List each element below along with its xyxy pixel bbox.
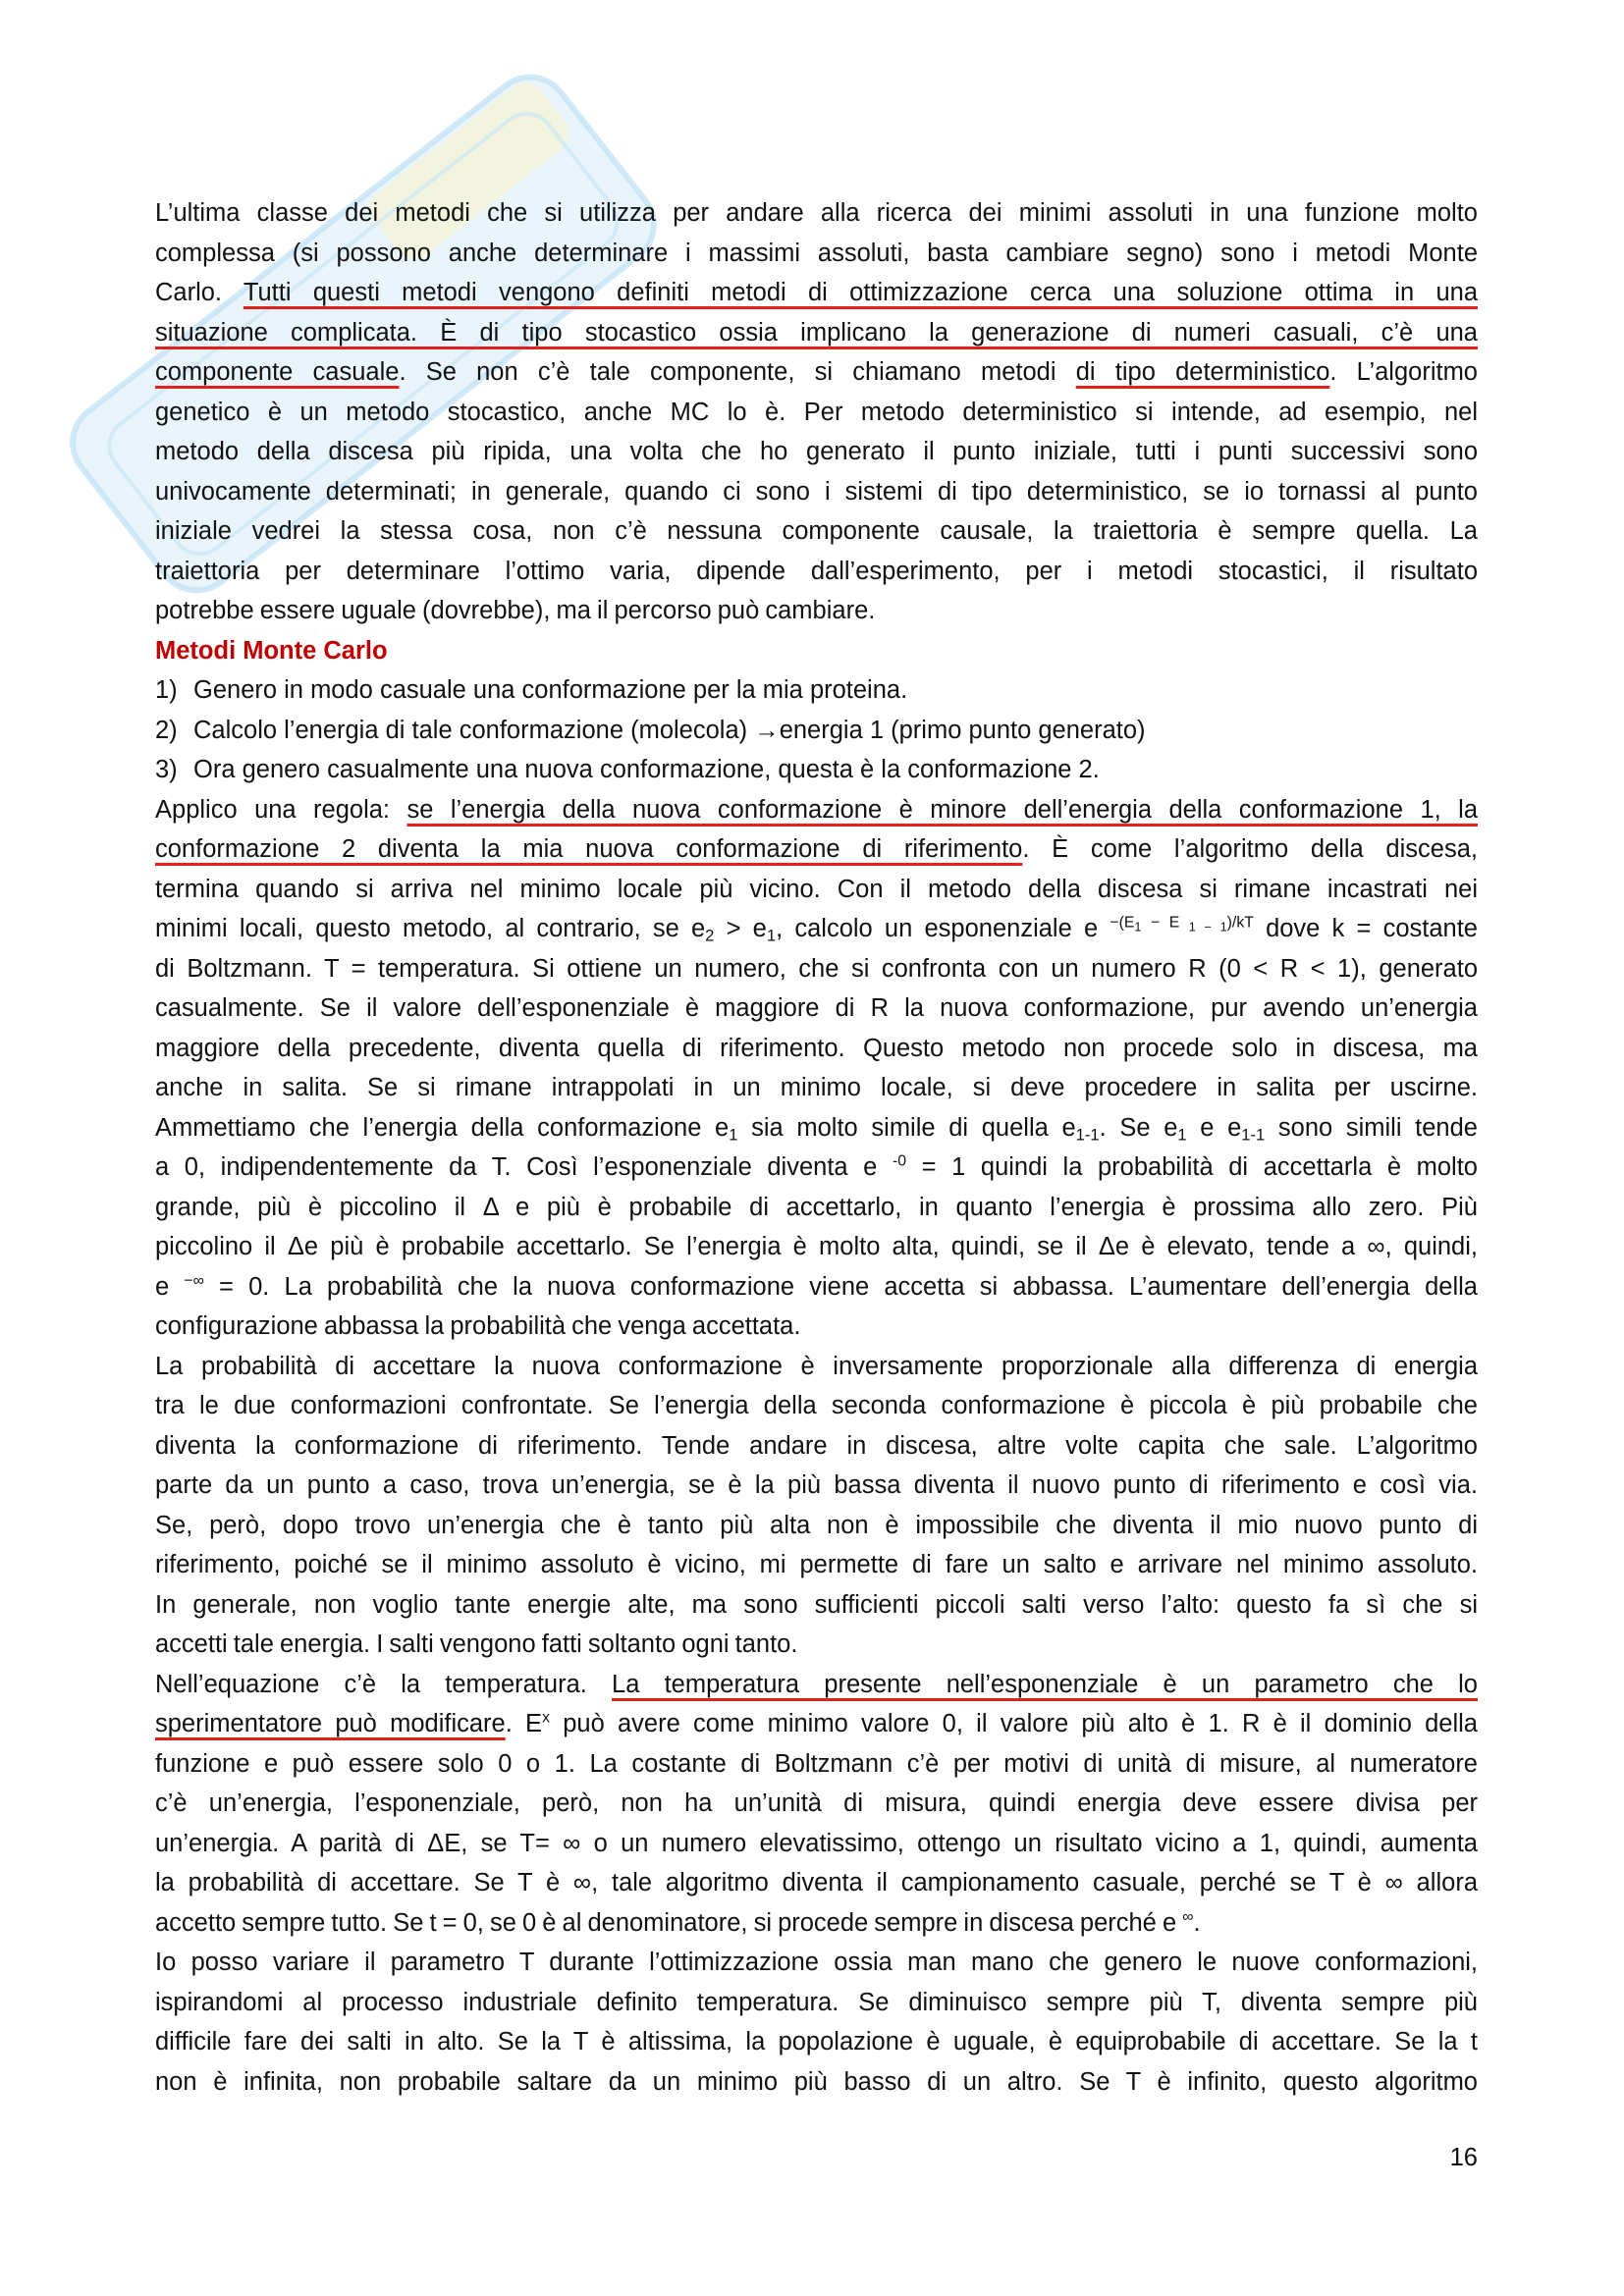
paragraph [155,193,1478,631]
text-line [155,1267,1478,1308]
text-line: diventa la conformazione di riferimento. Tende andare in discesa, altre volte capita che sale. L’algoritmo [155,1431,1478,1460]
text-line [155,1148,1478,1188]
paragraph [155,1347,1478,1665]
superscript-subscript: 1 − 1 [1188,919,1227,934]
text-line: parte da un punto a caso, trova un’energia, se è la più bassa diventa il nuovo punto di riferimento e così via. [155,1471,1478,1499]
superscript: −(E [1110,914,1135,932]
text-segment: Nell’equazione c’è la temperatura. [155,1670,613,1698]
step-text: Calcolo l’energia di tale conformazione (molecola) →energia 1 (primo punto generato) [193,716,1146,744]
text-line [155,790,1478,830]
underlined-text: La temperatura presente nell’esponenziale è un parametro che lo [612,1670,1478,1698]
step-item [155,750,1478,790]
text-line: anche in salita. Se si rimane intrappolati in un minimo locale, si deve procedere in salita per uscirne. [155,1074,1478,1101]
text-line: Io posso variare il parametro T durante l’ottimizzazione ossia man mano che genero le nuove conformazioni, [155,1949,1478,1976]
text-line: riferimento, poiché se il minimo assoluto è vicino, mi permette di fare un salto e arrivare nel minimo assoluto. [155,1551,1478,1578]
text-line [155,909,1478,949]
text-segment: Ammettiamo che l’energia della conformazione e [155,1113,730,1142]
text-line: termina quando si arriva nel minimo locale più vicino. Con il metodo della discesa si rimane incastrati nei [155,875,1478,903]
text-line: complessa (si possono anche determinare i massimi assoluti, basta cambiare segno) sono i metodi Monte [155,239,1478,267]
step-item [155,711,1478,751]
text-line: c’è un’energia, l’esponenziale, però, non ha un’unità di misura, quindi energia deve essere divisa per [155,1789,1478,1817]
text-line: genetico è un metodo stocastico, anche MC lo è. Per metodo deterministico si intende, ad esempio, nel [155,398,1478,426]
step-item [155,670,1478,711]
subscript: 2 [705,926,715,945]
text-line: tra le due conformazioni confrontate. Se l’energia della seconda conformazione è piccola è più probabile che [155,1392,1478,1419]
text-line: maggiore della precedente, diventa quella di riferimento. Questo metodo non procede solo in discesa, ma [155,1034,1478,1062]
underlined-text: situazione complicata. È di tipo stocastico ossia implicano la generazione di numeri casuali, c’è una [155,318,1478,347]
text-line: funzione e può essere solo 0 o 1. La costante di Boltzmann c’è per motivi di unità di misure, al numeratore [155,1749,1478,1778]
text-line: grande, più è piccolino il Δ e più è probabile di accettarlo, in quanto l’energia è prossima allo zero. Più [155,1193,1478,1221]
body-text [155,193,1478,2102]
paragraph [155,1943,1478,2102]
text-line: la probabilità di accettare. Se T è ∞, tale algoritmo diventa il campionamento casuale, perché se T è ∞ allora [155,1869,1478,1896]
text-line: casualmente. Se il valore dell’esponenziale è maggiore di R la nuova conformazione, pur avendo un’energia [155,994,1478,1022]
text-segment: Carlo. [155,279,244,306]
text-line: metodo della discesa più ripida, una volta che ho generato il punto iniziale, tutti i punti successivi sono [155,438,1478,465]
superscript: ∞ [1182,1908,1194,1926]
text-segment: . E [505,1710,543,1737]
step-number: 1) [155,676,178,704]
text-line: configurazione abbassa la probabilità che venga accettata. [155,1312,801,1340]
section-heading: Metodi Monte Carlo [155,636,388,665]
text-segment: = 1 quindi la probabilità di accettarla è molto [906,1153,1478,1181]
text-segment: Applico una regola: [155,795,407,824]
text-segment: . [1193,1908,1201,1937]
superscript: −∞ [184,1272,204,1290]
text-line: di Boltzmann. T = temperatura. Si ottiene un numero, che si confronta con un numero R (0 < R < 1), generato [155,954,1478,983]
text-line: Se, però, dopo trovo un’energia che è tanto più alta non è impossibile che diventa il mio nuovo punto di [155,1511,1478,1539]
subscript: 1 [729,1125,738,1145]
subscript: 1-1 [1241,1125,1266,1145]
text-line: In generale, non voglio tante energie alte, ma sono sufficienti piccoli salti verso l’alto: questo fa sì che si [155,1590,1478,1619]
text-segment: e [155,1272,185,1301]
text-line: potrebbe essere uguale (dovrebbe), ma il percorso può cambiare. [155,597,876,624]
text-line [155,1903,1478,1944]
text-line: ispirandomi al processo industriale definito temperatura. Se diminuisco sempre più T, diventa sempre più [155,1988,1478,2016]
paragraphs [155,790,1478,2103]
underlined-text: se l’energia della nuova conformazione è minore dell’energia della conformazione 1, la [406,795,1479,824]
subscript: 1-1 [1075,1125,1100,1145]
underlined-text: componente casuale [155,358,400,386]
text-line: iniziale vedrei la stessa cosa, non c’è nessuna componente causale, la traiettoria è sempre quella. La [155,517,1478,545]
text-segment: , calcolo un esponenziale e [776,915,1110,942]
text-segment: . L’algoritmo [1329,358,1478,386]
paragraph [155,1665,1478,1944]
subscript: 1 [1177,1125,1187,1145]
underlined-text: sperimentatore può modificare [155,1710,506,1737]
paragraph [155,790,1478,1347]
text-line [155,1665,1478,1705]
text-line: La probabilità di accettare la nuova conformazione è inversamente proporzionale alla differenza di energia [155,1352,1478,1380]
step-text: Genero in modo casuale una conformazione per la mia proteina. [193,676,908,704]
superscript: )/kT [1226,914,1254,932]
text-line [155,1108,1478,1148]
text-segment: può avere come minimo valore 0, il valore più alto è 1. R è il dominio della [549,1710,1478,1737]
underlined-text: conformazione 2 diventa la mia nuova conformazione di riferimento [155,835,1023,863]
text-segment: e e [1186,1113,1242,1142]
text-line [155,273,1478,313]
text-line: piccolino il Δe più è probabile accettarlo. Se l’energia è molto alta, quindi, se il Δe è elevato, tende a ∞, quindi, [155,1233,1478,1260]
text-line: difficile fare dei salti in alto. Se la T è altissima, la popolazione è uguale, è equiprobabile di accettare. Se la t [155,2028,1478,2056]
text-line [155,829,1478,870]
text-segment: = 0. La probabilità che la nuova conformazione viene accetta si abbassa. L’aumentare dell’energia della [203,1272,1478,1301]
text-segment: . È come l’algoritmo della discesa, [1022,835,1478,863]
text-segment: sia molto simile di quella e [737,1113,1076,1142]
text-segment: . Se non c’è tale componente, si chiamano metodi [399,358,1076,386]
underlined-text: di tipo deterministico [1075,358,1330,386]
steps-list [155,670,1478,790]
text-line: L’ultima classe dei metodi che si utilizza per andare alla ricerca dei minimi assoluti in una funzione molto [155,199,1478,227]
text-segment: a 0, indipendentemente da T. Così l’esponenziale diventa e [155,1153,893,1181]
step-number: 3) [155,756,178,783]
superscript: − E [1141,914,1189,932]
text-segment: dove k = costante [1253,915,1478,942]
text-line [155,352,1478,393]
text-line: non è infinita, non probabile saltare da un minimo più basso di un altro. Se T è infinito, questo algoritmo [155,2067,1478,2096]
text-segment: accetto sempre tutto. Se t = 0, se 0 è al denominatore, si procede sempre in discesa perché e [155,1908,1183,1937]
superscript: x [542,1709,550,1727]
subscript: 1 [766,926,777,945]
text-line [155,1704,1478,1744]
text-line: univocamente determinati; in generale, quando ci sono i sistemi di tipo deterministico, se io tornassi al punto [155,477,1478,506]
page-number: 16 [1449,2144,1478,2171]
text-segment: sono simili tende [1265,1113,1478,1142]
text-line: accetti tale energia. I salti vengono fatti soltanto ogni tanto. [155,1630,798,1658]
text-line: un’energia. A parità di ΔE, se T= ∞ o un numero elevatissimo, ottengo un risultato vicino a 1, quindi, aumenta [155,1829,1478,1857]
superscript-subscript: 1 [1134,919,1142,934]
text-line: traiettoria per determinare l’ottimo varia, dipende dall’esperimento, per i metodi stocastici, il risultato [155,557,1478,585]
text-segment: > e [714,915,767,942]
superscript: -0 [892,1152,907,1170]
step-number: 2) [155,716,178,744]
underlined-text: Tutti questi metodi vengono definiti metodi di ottimizzazione cerca una soluzione ottima in una [243,279,1478,306]
intro-paragraph-group [155,193,1478,631]
text-line [155,313,1478,353]
step-text: Ora genero casualmente una nuova conformazione, questa è la conformazione 2. [193,756,1100,783]
text-segment: . Se e [1099,1113,1178,1142]
text-segment: minimi locali, questo metodo, al contrario, se e [155,915,706,942]
